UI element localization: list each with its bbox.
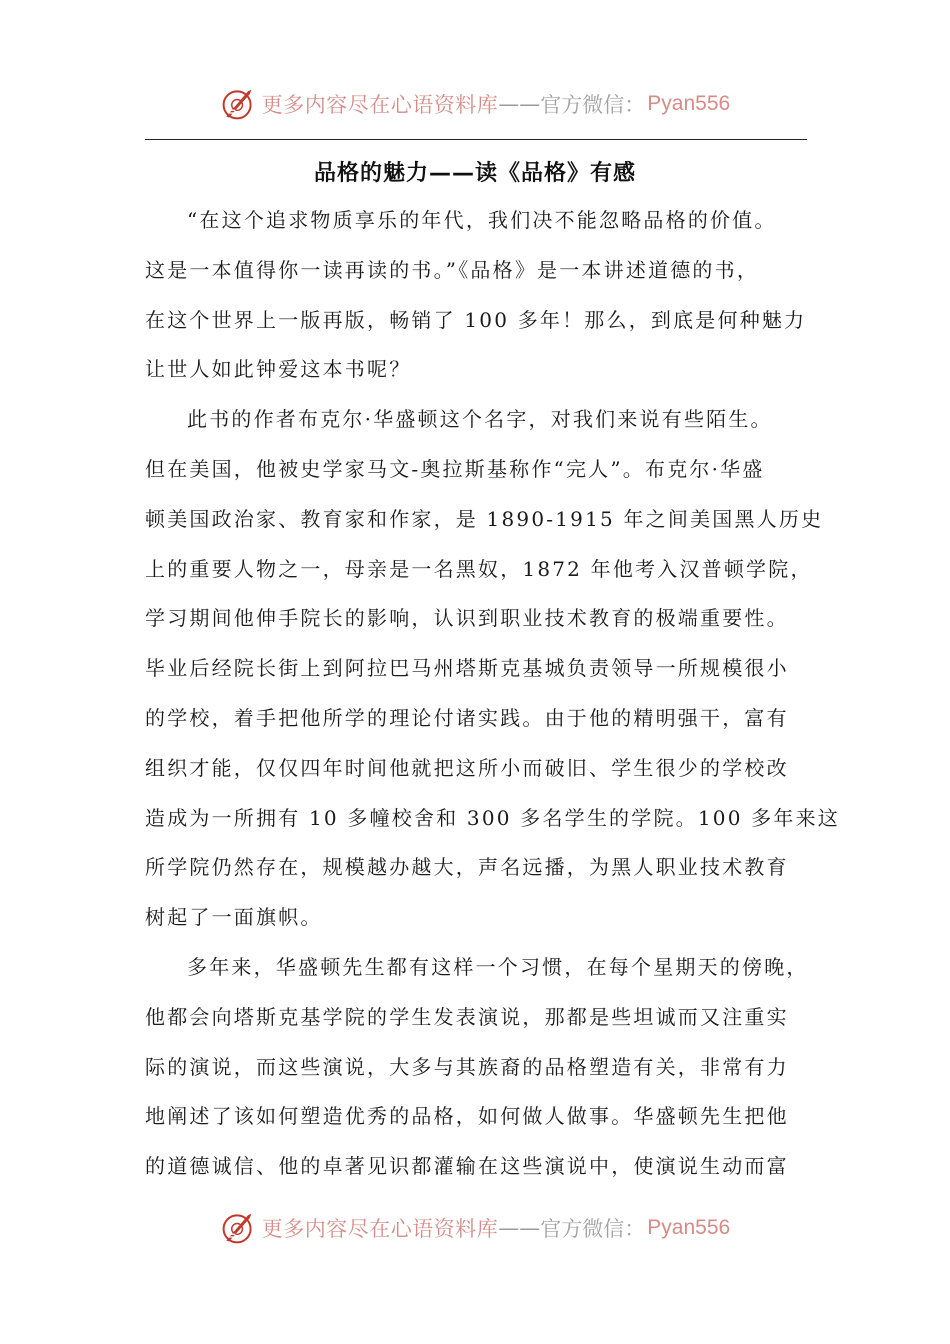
text-line: 组织才能，仅仅四年时间他就把这所小而破旧、学生很少的学校改 — [145, 755, 789, 780]
text-line: 在这个世界上一版再版，畅销了 100 多年！那么，到底是何种魅力 — [145, 307, 807, 332]
brand-separator: —— — [498, 92, 541, 116]
brand-text: 更多内容尽在心语资料库 — [261, 1217, 499, 1241]
wechat-id: Pyan556 — [647, 92, 731, 115]
text-line: 让世人如此钟爱这本书呢？ — [145, 357, 412, 382]
text-line: 际的演说，而这些演说，大多与其族裔的品格塑造有关，非常有力 — [145, 1054, 789, 1079]
text-line: 他都会向塔斯克基学院的学生发表演说，那都是些坦诚而又注重实 — [145, 1004, 789, 1029]
document-body — [145, 196, 840, 1192]
text-line: 此书的作者布克尔·华盛顿这个名字，对我们来说有些陌生。 — [187, 407, 773, 432]
text-line: 上的重要人物之一，母亲是一名黑奴，1872 年他考入汉普顿学院， — [145, 556, 813, 581]
footer-watermark — [0, 1208, 950, 1248]
text-line: “在这个追求物质享乐的年代，我们决不能忽略品格的价值。 — [187, 208, 777, 232]
text-line: 的道德诚信、他的卓著见识都灌输在这些演说中，使演说生动而富 — [145, 1154, 789, 1179]
brand-separator: —— — [498, 1216, 541, 1240]
text-line: 的学校，着手把他所学的理论付诸实践。由于他的精明强干，富有 — [145, 705, 789, 730]
text-line: 造成为一所拥有 10 多幢校舍和 300 多名学生的学院。100 多年来这 — [145, 805, 840, 830]
document-title: 品格的魅力——读《品格》有感 — [313, 161, 636, 186]
text-line: 但在美国，他被史学家马文-奥拉斯基称作“完人”。布克尔·华盛 — [145, 456, 765, 481]
text-line: 顿美国政治家、教育家和作家，是 1890-1915 年之间美国黑人历史 — [145, 506, 824, 531]
header-watermark — [0, 84, 950, 124]
text-line: 树起了一面旗帜。 — [145, 905, 323, 930]
quill-logo-icon — [220, 86, 256, 122]
text-line: 地阐述了该如何塑造优秀的品格，如何做人做事。华盛顿先生把他 — [145, 1104, 789, 1129]
text-line: 毕业后经院长街上到阿拉巴马州塔斯克基城负责领导一所规模很小 — [145, 656, 789, 681]
brand-text: 更多内容尽在心语资料库 — [261, 93, 499, 117]
wechat-label: 官方微信： — [540, 1217, 646, 1241]
wechat-id: Pyan556 — [647, 1216, 731, 1239]
text-line: 学习期间他伸手院长的影响，认识到职业技术教育的极端重要性。 — [145, 606, 789, 631]
header-divider — [145, 139, 807, 140]
text-line: 所学院仍然存在，规模越办越大，声名远播，为黑人职业技术教育 — [145, 855, 789, 880]
wechat-label: 官方微信： — [540, 93, 646, 117]
text-line: 这是一本值得你一读再读的书。”《品格》是一本讲述道德的书， — [145, 257, 760, 282]
text-line: 多年来，华盛顿先生都有这样一个习惯，在每个星期天的傍晚， — [187, 954, 809, 979]
quill-logo-icon — [220, 1210, 256, 1246]
